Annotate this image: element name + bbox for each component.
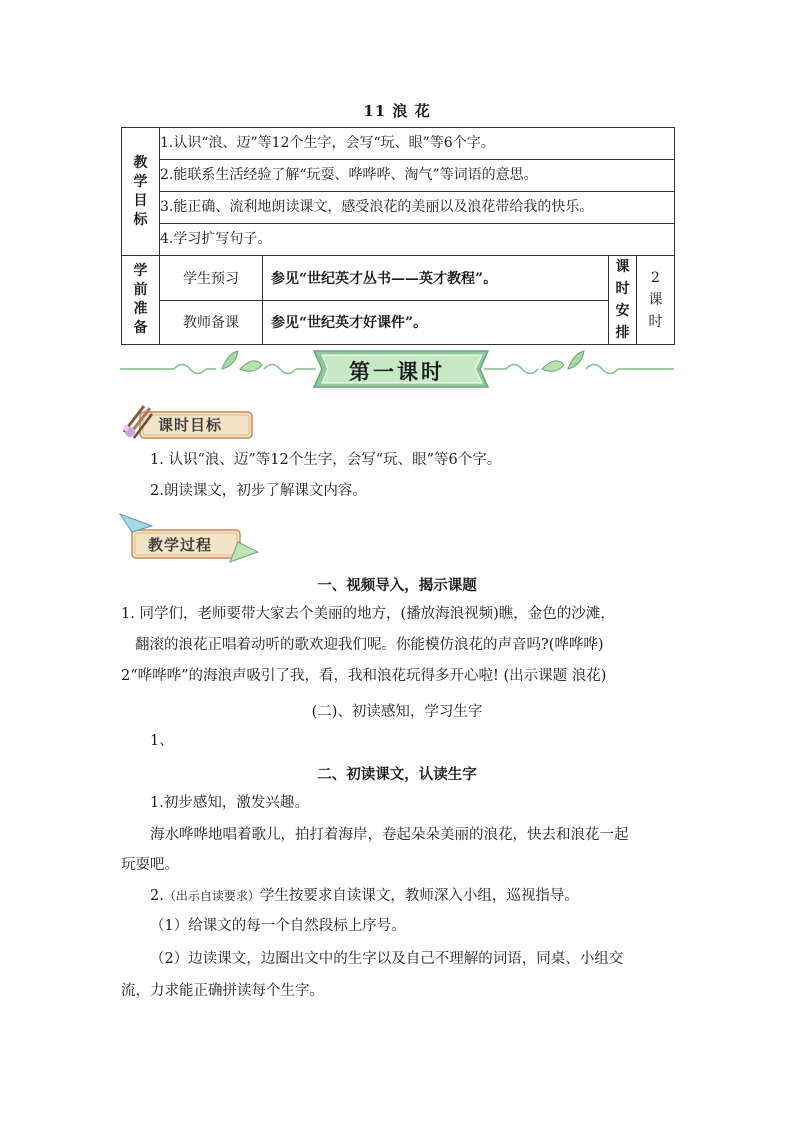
process-paragraph-6-rest: 学生按要求自读课文，教师深入小组，巡视指导。	[259, 888, 579, 904]
process-heading-3: 二、初读课文，认读生字	[317, 766, 477, 783]
prep-content-student: 参见“世纪英才丛书——英才教程”。	[263, 256, 609, 301]
prep-header	[122, 256, 160, 345]
section-goals-tag	[118, 402, 258, 442]
process-paragraph-1-line-1: 1. 同学们，老师要带大家去个美丽的地方，(播放海浪视频)瞧，金色的沙滩，	[121, 606, 615, 622]
process-tag	[118, 512, 260, 568]
goal-item-2: 2.能联系生活经验了解“玩耍、哗哗哗、淘气”等词语的意思。	[160, 160, 675, 192]
process-paragraph-7: （1）给课文的每一个自然段标上序号。	[150, 918, 406, 934]
lesson-banner	[118, 349, 676, 389]
schedule-header-text: 课时安排	[615, 259, 630, 341]
schedule-value-text: 2课时	[648, 270, 663, 330]
goals-header	[122, 128, 160, 256]
goal-item-3: 3.能正确、流利地朗读课文，感受浪花的美丽以及浪花带给我的快乐。	[160, 192, 675, 224]
prep-role-teacher: 教师备课	[160, 300, 263, 345]
process-paragraph-5-line-1: 海水哗哗地唱着歌儿，拍打着海岸，卷起朵朵美丽的浪花，快去和浪花一起	[150, 827, 629, 843]
process-tag-label: 教学过程	[148, 536, 213, 554]
process-paragraph-3: 1、	[150, 733, 174, 749]
process-paragraph-1-line-2: 翻滚的浪花正唱着动听的歌欢迎我们呢。你能模仿浪花的声音吗?(哗哗哗)	[135, 637, 604, 653]
goals-header-text: 教学目标	[133, 154, 148, 228]
goal-item-1: 1.认识“浪、迈”等12个生字，会写“玩、眼”等6个字。	[160, 128, 675, 160]
prep-role-student: 学生预习	[160, 256, 263, 301]
prep-content-teacher: 参见“世纪英才好课件”。	[263, 300, 609, 345]
process-paragraph-4: 1.初步感知，激发兴趣。	[150, 795, 309, 811]
goal-item-4: 4.学习扩写句子。	[160, 224, 675, 256]
process-paragraph-6-prefix: 2.	[150, 888, 164, 904]
process-heading-2: (二)、初读感知，学习生字	[311, 704, 483, 720]
schedule-header	[609, 256, 637, 345]
process-paragraph-8-line-1: （2）边读课文，边圈出文中的生字以及自己不理解的词语，同桌、小组交	[150, 951, 624, 967]
section-goals-tag-label: 课时目标	[158, 416, 223, 434]
banner-title: 第一课时	[349, 360, 445, 384]
lesson-plan-table	[121, 127, 675, 345]
section-goal-2: 2.朗读课文，初步了解课文内容。	[150, 483, 367, 499]
process-paragraph-6-note: （出示自读要求）	[163, 889, 260, 903]
process-paragraph-8-line-2: 流，力求能正确拼读每个生字。	[121, 983, 324, 999]
process-paragraph-5-line-2: 玩耍吧。	[121, 857, 179, 873]
prep-header-text: 学前准备	[133, 263, 148, 336]
section-goal-1: 1. 认识“浪、迈”等12个生字，会写“玩、眼”等6个字。	[150, 452, 502, 468]
schedule-value	[637, 256, 675, 345]
page-title: 11 浪 花	[363, 102, 431, 120]
process-heading-1: 一、视频导入，揭示课题	[317, 577, 477, 594]
process-paragraph-6	[150, 886, 579, 906]
process-paragraph-2: 2“哗哗哗”的海浪声吸引了我，看，我和浪花玩得多开心啦! (出示课题 浪花)	[121, 668, 607, 684]
